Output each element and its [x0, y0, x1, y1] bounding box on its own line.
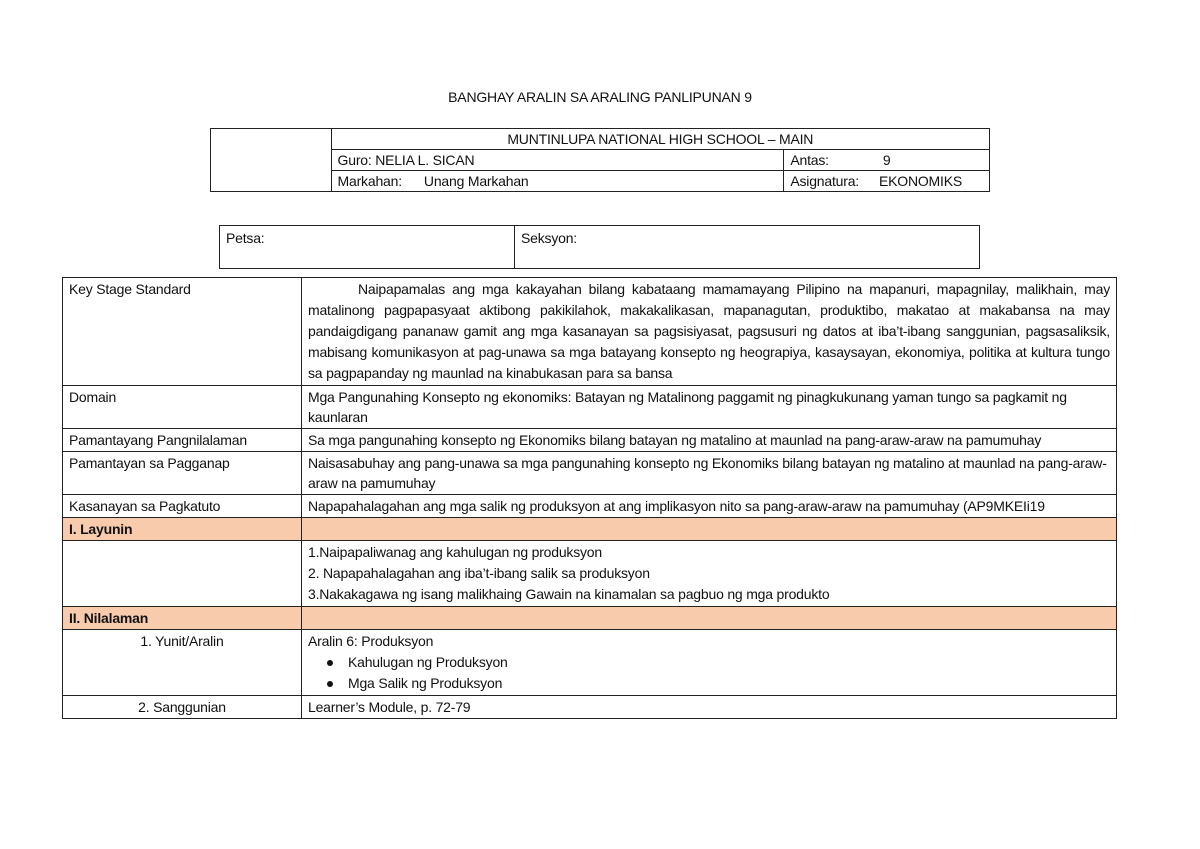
performance-standard-label: Pamantayan sa Pagganap	[63, 452, 302, 495]
key-stage-label: Key Stage Standard	[63, 278, 302, 386]
grade-cell	[784, 150, 990, 171]
unit-topic-item: Kahulugan ng Produksyon	[348, 652, 1110, 673]
content-heading: II. Nilalaman	[63, 607, 302, 630]
objectives-heading-empty	[302, 518, 1117, 541]
quarter-value: Unang Markahan	[423, 173, 529, 189]
unit-label: 1. Yunit/Aralin	[63, 630, 302, 696]
objectives-heading-row	[63, 518, 1117, 541]
objectives-label-empty	[63, 541, 302, 607]
date-field[interactable]	[220, 226, 515, 269]
objectives-list	[302, 541, 1117, 607]
content-heading-row	[63, 607, 1117, 630]
school-name: MUNTINLUPA NATIONAL HIGH SCHOOL – MAIN	[331, 129, 989, 150]
grade-label: Antas:	[790, 152, 829, 168]
key-stage-value: Naipapamalas ang mga kakayahan bilang kabataang mamamayang Pilipino na mapanuri, mapagnilay, malikhain, may matalinong pagpapasyaat aktibong pakikilahok, makakalikasan, mapanagutan, produktibo, makatao at makabansa na may pandaigdigang pananaw gamit ang mga kasanayan sa pagsisiyasat, pagsusuri ng datos at iba’t-ibang sanggunian, pagsasaliksik, mabisang komunikasyon at pag-unawa sa mga batayang konsepto ng heograpiya, kasaysayan, ekonomiya, politika at kultura tungo sa pagpapanday ng maunlad na kinabukasan para sa bansa	[302, 278, 1117, 386]
content-standard-label: Pamantayang Pangnilalaman	[63, 429, 302, 452]
lesson-plan-table	[62, 277, 1117, 719]
performance-standard-value: Naisasabuhay ang pang-unawa sa mga pangunahing konsepto ng Ekonomiks bilang batayan ng matalino at maunlad na pang-araw-araw na pamumuhay	[302, 452, 1117, 495]
performance-standard-row	[63, 452, 1117, 495]
document-title: BANGHAY ARALIN SA ARALING PANLIPUNAN 9	[448, 89, 752, 105]
date-section-table	[219, 225, 980, 269]
domain-value: Mga Pangunahing Konsepto ng ekonomiks: Batayan ng Matalinong paggamit ng pinagkukunang yaman tungo sa pagkamit ng kaunlaran	[302, 386, 1117, 429]
unit-row	[63, 630, 1117, 696]
section-field[interactable]	[515, 226, 980, 269]
subject-cell	[784, 171, 990, 192]
objectives-row	[63, 541, 1117, 607]
objective-item: 3.Nakakagawa ng isang malikhaing Gawain na kinamalan sa pagbuo ng mga produkto	[308, 586, 830, 602]
quarter-label: Markahan:	[337, 173, 402, 189]
school-info-table	[210, 128, 990, 192]
content-standard-value: Sa mga pangunahing konsepto ng Ekonomiks bilang batayan ng matalino at maunlad na pang-araw-araw na pamumuhay	[302, 429, 1117, 452]
domain-row	[63, 386, 1117, 429]
logo-cell	[211, 129, 332, 192]
teacher-name: Guro: NELIA L. SICAN	[331, 150, 784, 171]
subject-label: Asignatura:	[790, 173, 859, 189]
reference-value: Learner’s Module, p. 72-79	[302, 696, 1117, 719]
unit-title: Aralin 6: Produksyon	[308, 633, 434, 649]
competency-value: Napapahalagahan ang mga salik ng produksyon at ang implikasyon nito sa pang-araw-araw na pamumuhay (AP9MKEIi19	[302, 495, 1117, 518]
objectives-heading: I. Layunin	[63, 518, 302, 541]
objective-item: 2. Napapahalagahan ang iba’t-ibang salik sa produksyon	[308, 565, 650, 581]
content-standard-row	[63, 429, 1117, 452]
domain-label: Domain	[63, 386, 302, 429]
quarter-cell	[331, 171, 784, 192]
section-label: Seksyon:	[521, 230, 577, 246]
date-label: Petsa:	[226, 230, 265, 246]
unit-topic-list	[308, 652, 1110, 694]
content-heading-empty	[302, 607, 1117, 630]
key-stage-row	[63, 278, 1117, 386]
subject-value: EKONOMIKS	[878, 173, 962, 189]
reference-label: 2. Sanggunian	[63, 696, 302, 719]
competency-label: Kasanayan sa Pagkatuto	[63, 495, 302, 518]
grade-value: 9	[882, 152, 891, 168]
competency-row	[63, 495, 1117, 518]
unit-content	[302, 630, 1117, 696]
reference-row	[63, 696, 1117, 719]
unit-topic-item: Mga Salik ng Produksyon	[348, 673, 1110, 694]
objective-item: 1.Naipapaliwanag ang kahulugan ng produksyon	[308, 544, 602, 560]
